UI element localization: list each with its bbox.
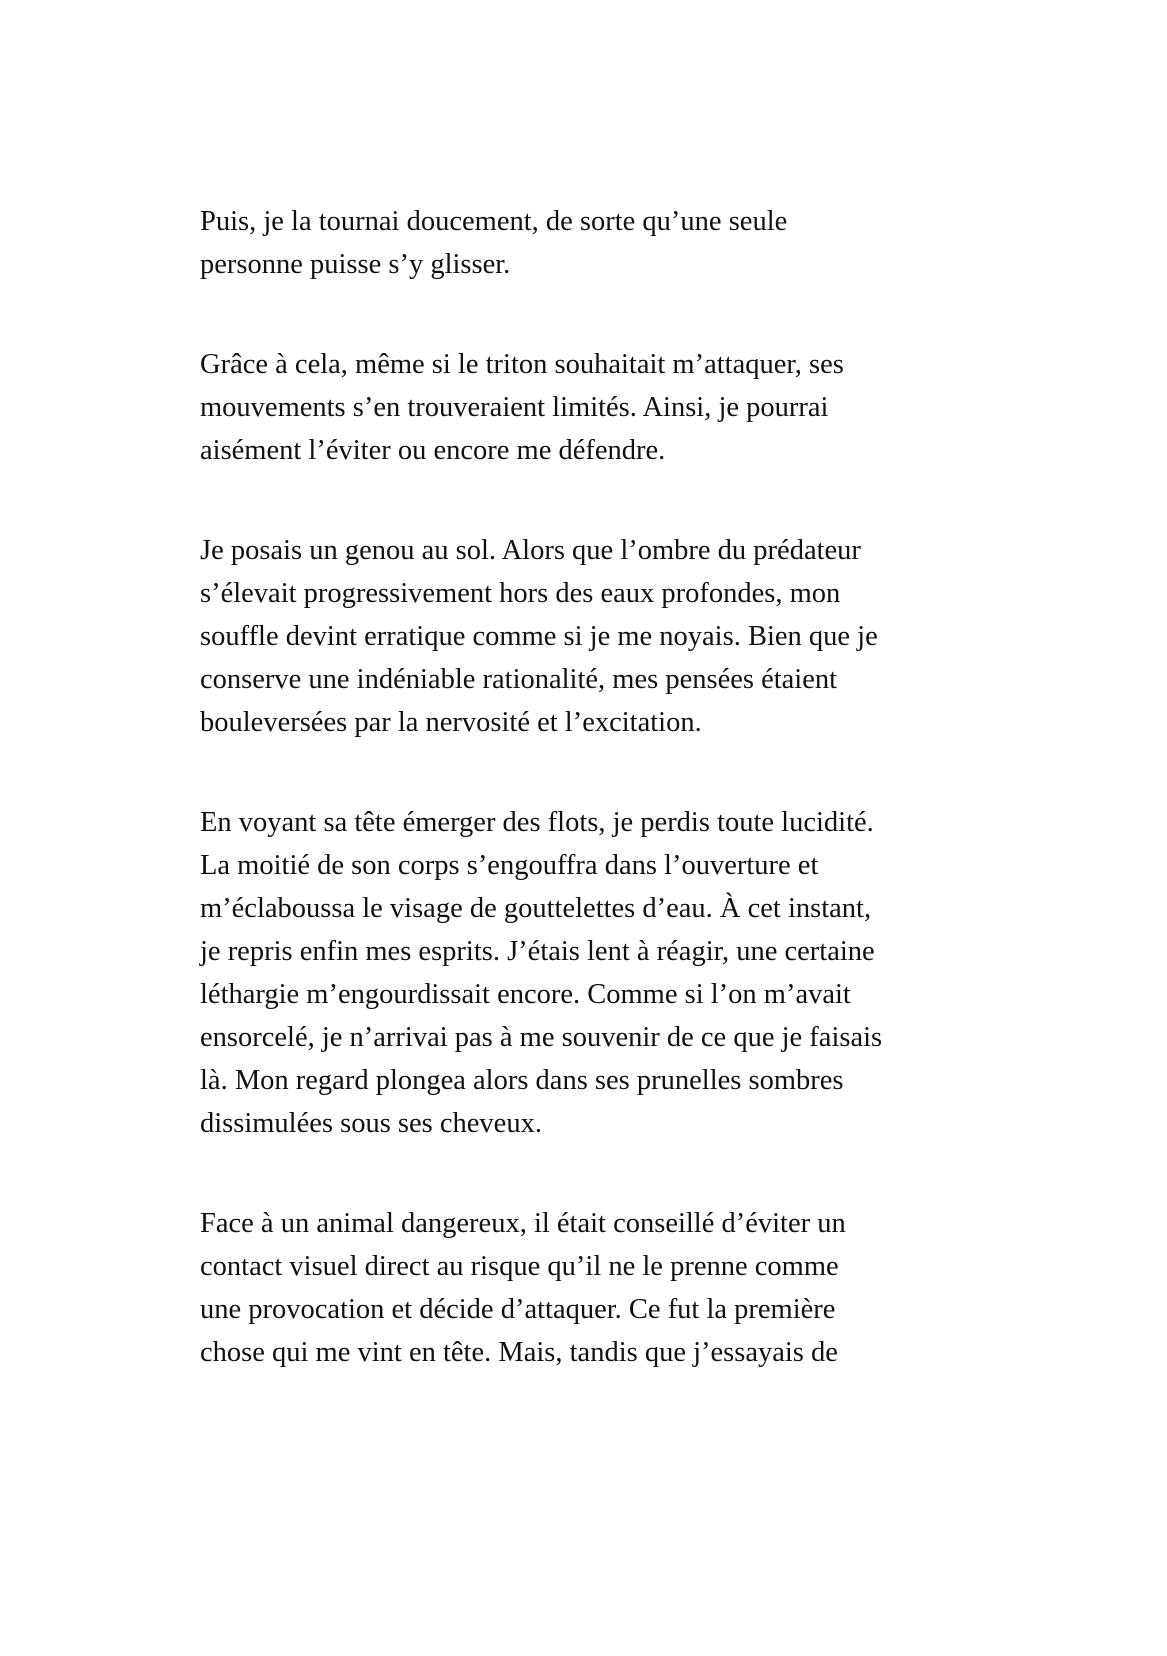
text-line: Je posais un genou au sol. Alors que l’ombre du prédateur — [200, 535, 861, 566]
body-text — [200, 200, 1000, 1431]
paragraph-1 — [200, 200, 1000, 286]
text-line: mouvements s’en trouveraient limités. Ainsi, je pourrai — [200, 392, 829, 423]
text-line: léthargie m’engourdissait encore. Comme si l’on m’avait — [200, 979, 851, 1010]
text-line: une provocation et décide d’attaquer. Ce fut la première — [200, 1294, 836, 1325]
text-line: dissimulées sous ses cheveux. — [200, 1108, 542, 1139]
text-line: personne puisse s’y glisser. — [200, 249, 511, 280]
text-line: ensorcelé, je n’arrivai pas à me souvenir de ce que je faisais — [200, 1022, 883, 1053]
paragraph-4 — [200, 801, 1000, 1145]
text-line: conserve une indéniable rationalité, mes pensées étaient — [200, 664, 838, 695]
text-line: chose qui me vint en tête. Mais, tandis que j’essayais de — [200, 1337, 838, 1368]
text-line: La moitié de son corps s’engouffra dans l’ouverture et — [200, 850, 819, 881]
paragraph-2 — [200, 343, 1000, 472]
paragraph-5 — [200, 1202, 1000, 1374]
paragraph-3 — [200, 529, 1000, 744]
text-line: Face à un animal dangereux, il était conseillé d’éviter un — [200, 1208, 846, 1239]
text-line: là. Mon regard plongea alors dans ses prunelles sombres — [200, 1065, 844, 1096]
text-line: Grâce à cela, même si le triton souhaitait m’attaquer, ses — [200, 349, 844, 380]
text-line: contact visuel direct au risque qu’il ne le prenne comme — [200, 1251, 839, 1282]
text-line: m’éclaboussa le visage de gouttelettes d’eau. À cet instant, — [200, 893, 872, 924]
text-line: En voyant sa tête émerger des flots, je perdis toute lucidité. — [200, 807, 874, 838]
text-line: bouleversées par la nervosité et l’excitation. — [200, 707, 702, 738]
text-line: s’élevait progressivement hors des eaux profondes, mon — [200, 578, 841, 609]
text-line: aisément l’éviter ou encore me défendre. — [200, 435, 666, 466]
text-line: Puis, je la tournai doucement, de sorte qu’une seule — [200, 206, 788, 237]
text-line: souffle devint erratique comme si je me noyais. Bien que je — [200, 621, 878, 652]
text-line: je repris enfin mes esprits. J’étais lent à réagir, une certaine — [200, 936, 875, 967]
